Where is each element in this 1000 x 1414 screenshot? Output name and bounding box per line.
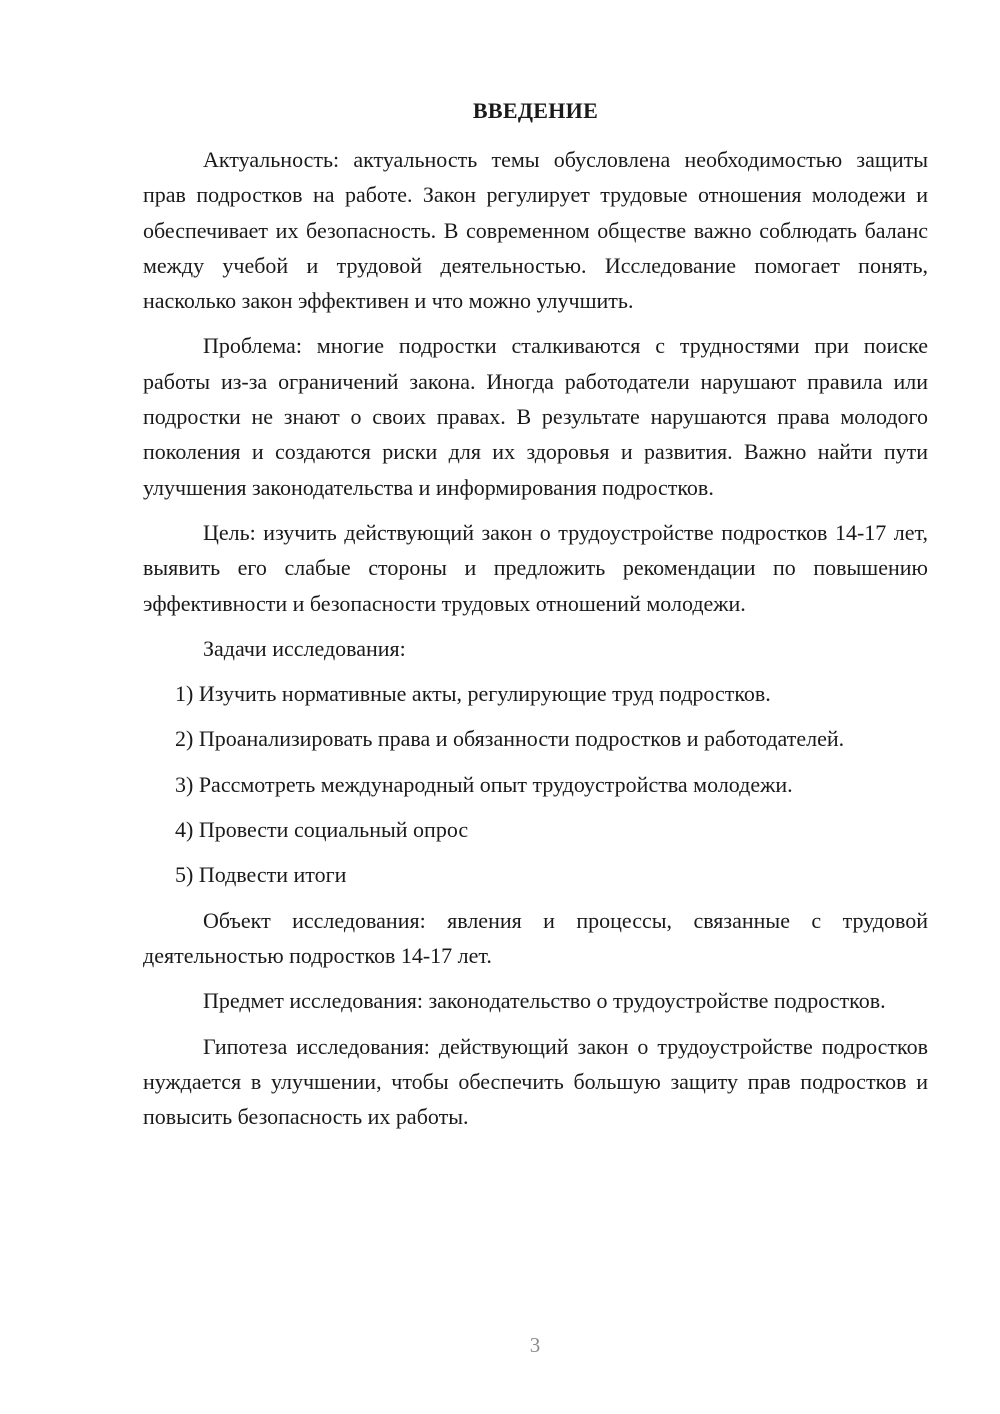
hypothesis-paragraph: Гипотеза исследования: действующий закон о трудоустройстве подростков нуждается в улучшении, чтобы обеспечить большую защиту прав подростков и повысить безопасность их работы. [143,1033,928,1130]
list-item: 3) Рассмотреть международный опыт трудоустройства молодежи. [175,771,793,797]
page-number: 3 [529,1333,541,1357]
tasks-heading: Задачи исследования: [203,635,406,661]
problem-paragraph: Проблема: многие подростки сталкиваются с трудностями при поиске работы из-за ограничений закона. Иногда работодатели нарушают правила или подростки не знают о своих правах. В результате нарушаются права молодого поколения и создаются риски для их здоровья и развития. Важно найти пути улучшения законодательства и информирования подростков. [143,333,928,500]
list-item: 2) Проанализировать права и обязанности подростков и работодателей. [175,726,845,752]
section-title: ВВЕДЕНИЕ [472,98,599,123]
subject-paragraph: Предмет исследования: законодательство о трудоустройстве подростков. [203,988,886,1014]
document-page [143,96,928,1144]
relevance-paragraph: Актуальность: актуальность темы обусловлена необходимостью защиты прав подростков на работе. Закон регулирует трудовые отношения молодежи и обеспечивает их безопасность. В современном обществе важно соблюдать баланс между учебой и трудовой деятельностью. Исследование помогает понять, насколько закон эффективен и что можно улучшить. [143,147,928,314]
goal-paragraph: Цель: изучить действующий закон о трудоустройстве подростков 14-17 лет, выявить его слабые стороны и предложить рекомендации по повышению эффективности и безопасности трудовых отношений молодежи. [143,519,928,616]
list-item: 4) Провести социальный опрос [175,817,469,843]
list-item: 5) Подвести итоги [175,862,347,888]
tasks-list [143,676,928,892]
list-item: 1) Изучить нормативные акты, регулирующие труд подростков. [175,681,771,707]
object-paragraph: Объект исследования: явления и процессы, связанные с трудовой деятельностью подростков 14-17 лет. [143,907,928,968]
